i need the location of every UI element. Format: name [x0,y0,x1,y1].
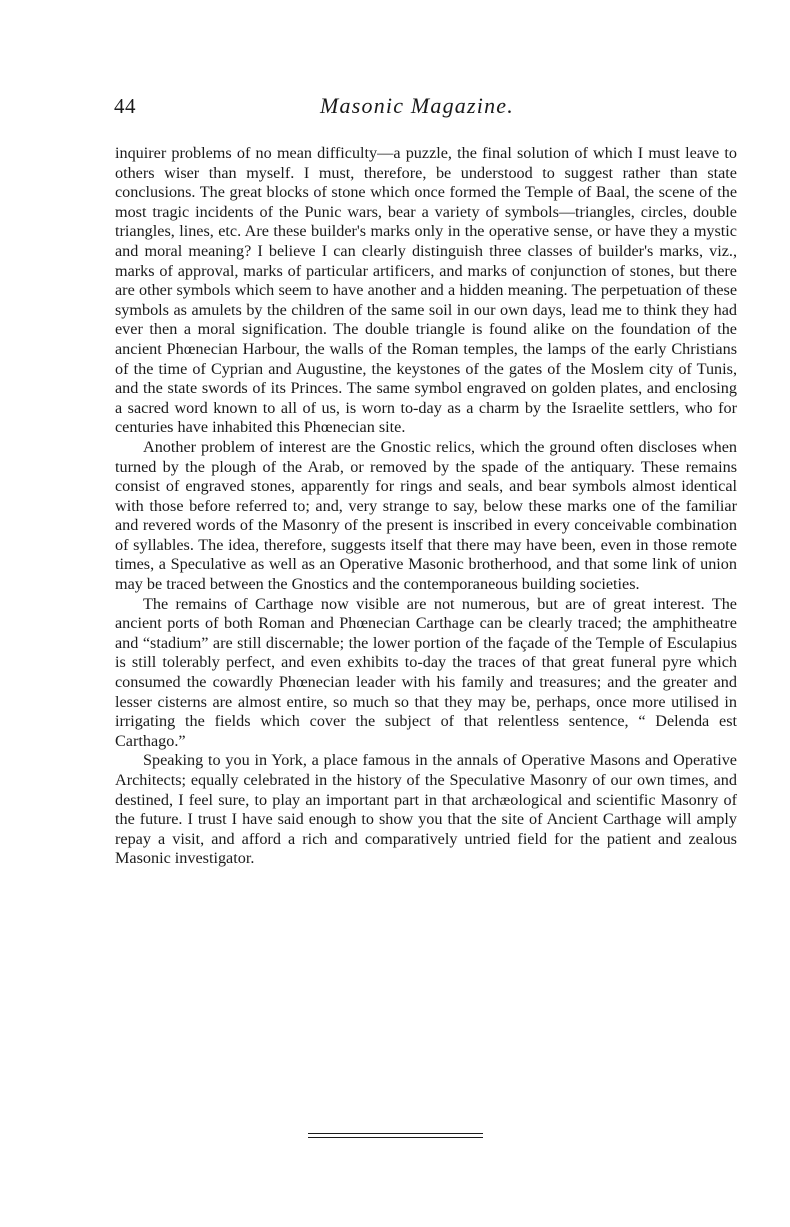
page-header [114,94,736,124]
paragraph-gnostic-relics: Another problem of interest are the Gnostic relics, which the ground often discloses when turned by the plough of the Arab, or removed by the spade of the antiquary. These remains consist of engraved stones, apparently for rings and seals, and bear symbols almost identical with those before referred to; and, very strange to say, below these marks one of the familiar and revered words of the Masonry of the present is inscribed in every conceivable combination of syllables. The idea, therefore, suggests itself that there may have been, even in those remote times, a Speculative as well as an Operative Masonic brotherhood, and that some link of union may be traced between the Gnostics and the contemporaneous building societies. [115,437,737,594]
page-number: 44 [114,94,136,118]
end-of-article-rule [308,1133,483,1139]
paragraph-conclusion: Speaking to you in York, a place famous in the annals of Operative Masons and Operative Architects; equally celebrated in the history of the Speculative Masonry of our own times, and destined, I feel sure, to play an important part in that archæological and scientific Masonry of the future. I trust I have said enough to show you that the site of Ancient Carthage will amply repay a visit, and afford a rich and comparatively untried field for the patient and zealous Masonic investigator. [115,751,737,868]
paragraph-carthage-remains: The remains of Carthage now visible are not numerous, but are of great interest. The ancient ports of both Roman and Phœnecian Carthage can be clearly traced; the amphitheatre and “stadium” are still discernable; the lower portion of the façade of the Temple of Esculapius is still tolerably perfect, and even exhibits to-day the traces of that great funeral pyre which consumed the cowardly Phœnecian leader with his family and treasures; and the greater and lesser cisterns are almost entire, so much so that they may be, perhaps, once more utilised in irrigating the fields which cover the subject of that relentless sentence, “ Delenda est Carthago.” [115,594,737,750]
rule-thick-line [308,1133,483,1134]
rule-thin-line [308,1137,483,1138]
paragraph-continued: inquirer problems of no mean difficulty—a puzzle, the final solution of which I must leave to others wiser than myself. I must, therefore, be understood to suggest rather than state conclusions. The great blocks of stone which once formed the Temple of Baal, the scene of the most tragic incidents of the Punic wars, bear a variety of symbols—triangles, circles, double triangles, lines, etc. Are these builder's marks only in the operative sense, or have they a mystic and moral meaning? I believe I can clearly distinguish three classes of builder's marks, viz., marks of approval, marks of particular artificers, and marks of conjunction of stones, but there are other symbols which seem to have another and a hidden meaning. The perpetuation of these symbols as amulets by the children of the same soil in our own days, lead me to think they had ever then a moral signification. The double triangle is found alike on the foundation of the ancient Phœnecian Harbour, the walls of the Roman temples, the lamps of the early Christians of the time of Cyprian and Augustine, the keystones of the gates of the Moslem city of Tunis, and the state swords of its Princes. The same symbol engraved on golden plates, and enclosing a sacred word known to all of us, is worn to-day as a charm by the Israelite settlers, who for centuries have inhabited this Phœnecian site. [115,144,737,437]
article-body [115,144,737,869]
running-title: Masonic Magazine. [320,93,514,118]
